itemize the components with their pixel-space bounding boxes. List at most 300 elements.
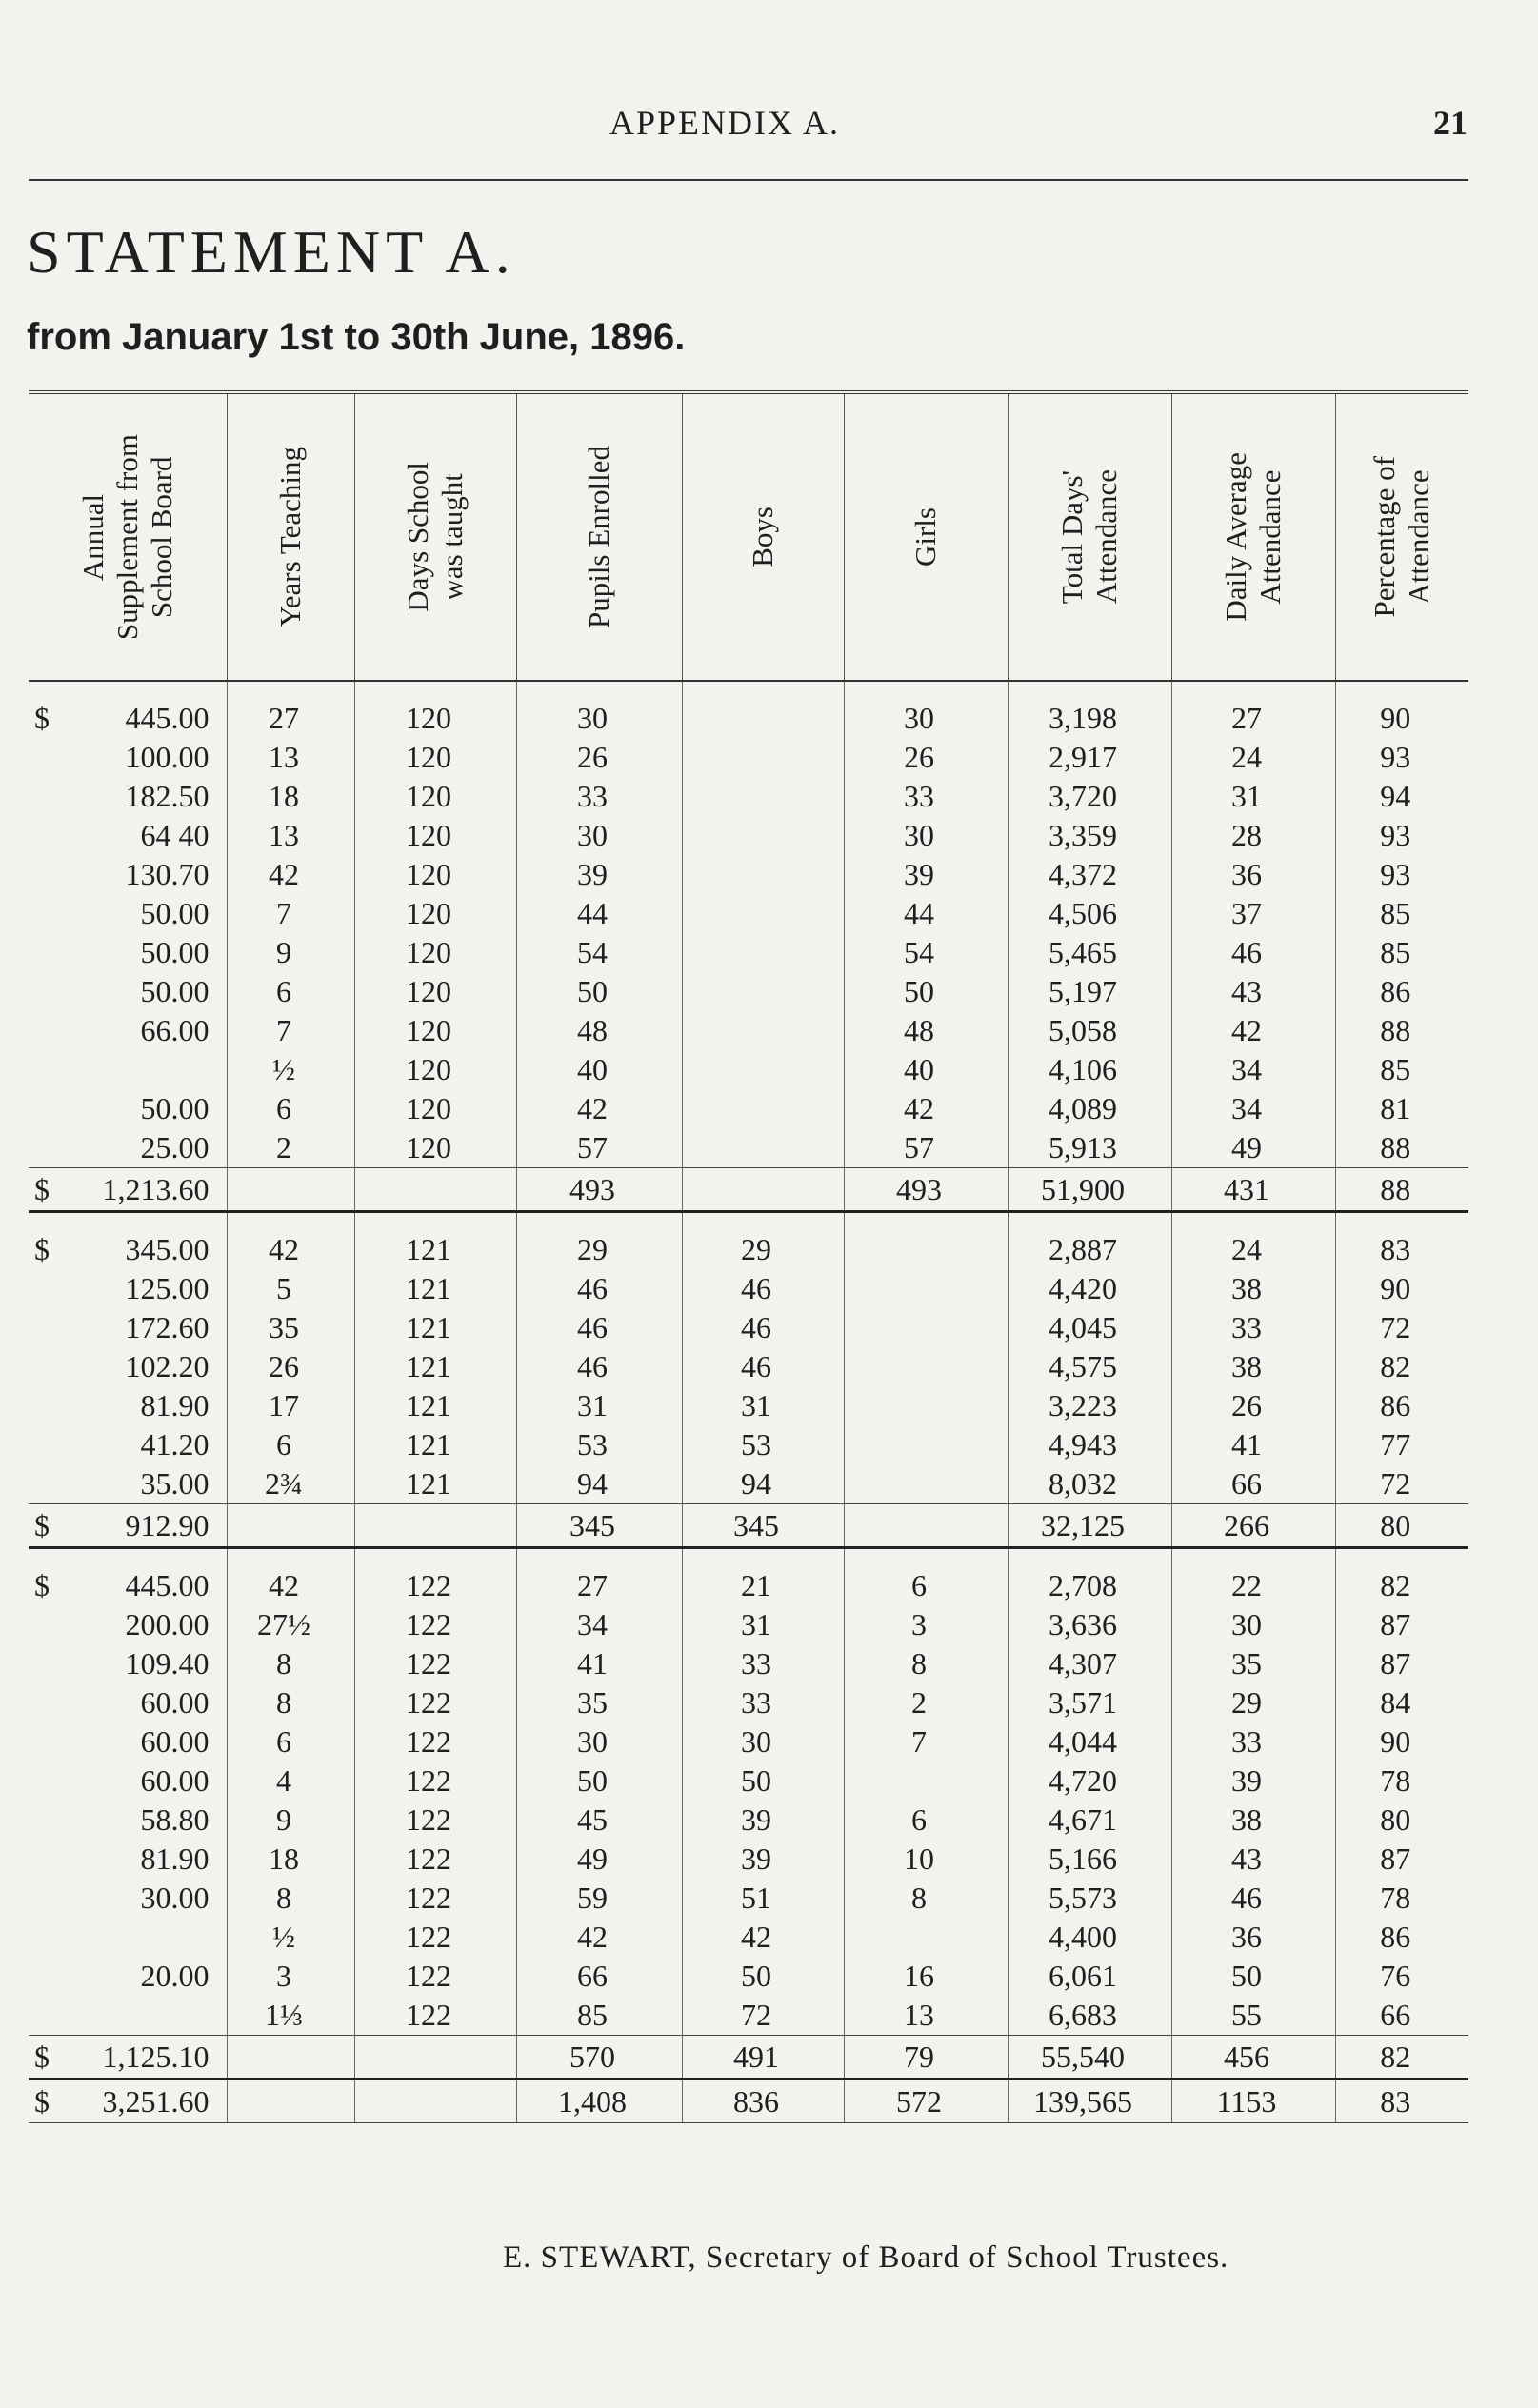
table-cell: 122 — [354, 1918, 516, 1957]
table-cell: 172.60 — [125, 1310, 210, 1344]
table-cell: ½ — [227, 1050, 354, 1089]
table-cell: 122 — [354, 1801, 516, 1840]
table-cell: 4,506 — [1008, 894, 1171, 933]
table-cell: 120 — [354, 1128, 516, 1168]
table-row — [29, 1212, 1468, 1270]
table-row — [29, 1386, 1468, 1425]
table-cell: 81.90 — [140, 1388, 210, 1423]
table-cell: 26 — [516, 738, 682, 777]
page-subtitle: from January 1st to 30th June, 1896. — [27, 316, 686, 358]
table-cell: 49 — [516, 1840, 682, 1879]
table-cell: 30 — [516, 816, 682, 855]
table-cell: 3,223 — [1008, 1386, 1171, 1425]
table-cell: 42 — [682, 1918, 844, 1957]
table-cell: 109.40 — [125, 1646, 210, 1681]
table-cell: 26 — [844, 738, 1008, 777]
table-cell: 8 — [844, 1644, 1008, 1683]
table-cell: 8 — [227, 1879, 354, 1918]
table-cell — [354, 1504, 516, 1548]
table-row — [29, 738, 1468, 777]
table-cell: 3,571 — [1008, 1683, 1171, 1722]
table-cell: 30 — [1171, 1605, 1335, 1644]
table-cell: 120 — [354, 738, 516, 777]
subtotal-row — [29, 2036, 1468, 2080]
table-cell: 83 — [1335, 2080, 1468, 2123]
table-cell: 76 — [1335, 1957, 1468, 1996]
table-cell: 60.00 — [140, 1685, 210, 1720]
table-cell: 836 — [682, 2080, 844, 2123]
table-cell: 121 — [354, 1425, 516, 1464]
page-number: 21 — [1433, 104, 1468, 142]
table-cell — [844, 1386, 1008, 1425]
table-cell: 48 — [844, 1011, 1008, 1050]
statement-table-container — [29, 390, 1468, 2123]
appendix-heading: APPENDIX A. — [609, 104, 841, 142]
table-cell: 100.00 — [125, 740, 210, 774]
table-cell: 38 — [1171, 1347, 1335, 1386]
table-cell: 5,197 — [1008, 972, 1171, 1011]
table-cell: 122 — [354, 1879, 516, 1918]
table-cell: 51 — [682, 1879, 844, 1918]
column-header-label: Total Days' Attendance — [1055, 469, 1123, 605]
table-cell: 3,359 — [1008, 816, 1171, 855]
table-cell: 86 — [1335, 1386, 1468, 1425]
table-cell: 122 — [354, 1996, 516, 2036]
table-cell: 49 — [1171, 1128, 1335, 1168]
table-cell: 122 — [354, 1644, 516, 1683]
table-cell: 44 — [516, 894, 682, 933]
table-row — [29, 1996, 1468, 2036]
table-cell: 50 — [682, 1957, 844, 1996]
table-cell — [682, 1128, 844, 1168]
table-cell: 60.00 — [140, 1724, 210, 1759]
table-cell: 36 — [1171, 1918, 1335, 1957]
table-cell: 6 — [844, 1548, 1008, 1606]
table-cell: 13 — [844, 1996, 1008, 2036]
table-cell: 90 — [1335, 1722, 1468, 1761]
table-cell: 72 — [1335, 1308, 1468, 1347]
column-header — [1171, 392, 1335, 681]
table-cell: 50 — [844, 972, 1008, 1011]
table-cell: 1,408 — [516, 2080, 682, 2123]
table-cell: 46 — [516, 1308, 682, 1347]
table-cell: 46 — [682, 1347, 844, 1386]
table-cell: 88 — [1335, 1011, 1468, 1050]
table-cell: 25.00 — [140, 1130, 210, 1164]
table-row — [29, 894, 1468, 933]
table-cell — [227, 2036, 354, 2080]
table-cell: 3 — [844, 1605, 1008, 1644]
statement-table — [29, 390, 1468, 2123]
table-cell: 80 — [1335, 1801, 1468, 1840]
table-cell: 120 — [354, 816, 516, 855]
table-row — [29, 1918, 1468, 1957]
table-cell: 120 — [354, 972, 516, 1011]
table-cell: 30 — [682, 1722, 844, 1761]
table-cell: 3,198 — [1008, 681, 1171, 738]
table-row — [29, 1425, 1468, 1464]
table-cell: 87 — [1335, 1644, 1468, 1683]
table-cell — [227, 1504, 354, 1548]
table-cell: 27 — [227, 681, 354, 738]
table-cell: 48 — [516, 1011, 682, 1050]
table-cell: 53 — [682, 1425, 844, 1464]
table-cell: 9 — [227, 933, 354, 972]
table-cell: 46 — [1171, 1879, 1335, 1918]
table-cell: 120 — [354, 894, 516, 933]
table-cell: 20.00 — [140, 1959, 210, 1993]
table-cell: 50.00 — [140, 1091, 210, 1125]
table-cell — [682, 777, 844, 816]
signature-line: E. STEWART, Secretary of Board of School Trustees. — [503, 2240, 1229, 2275]
table-cell: 87 — [1335, 1840, 1468, 1879]
table-cell: 24 — [1171, 1212, 1335, 1270]
table-cell: 130.70 — [125, 857, 210, 891]
table-cell: 79 — [844, 2036, 1008, 2080]
table-cell: 66 — [516, 1957, 682, 1996]
column-header — [1008, 392, 1171, 681]
table-cell — [682, 1089, 844, 1128]
table-row — [29, 1957, 1468, 1996]
table-cell: 30 — [516, 681, 682, 738]
table-cell: 42 — [227, 1212, 354, 1270]
table-cell: 139,565 — [1008, 2080, 1171, 2123]
table-cell — [682, 816, 844, 855]
table-cell: 34 — [516, 1605, 682, 1644]
table-cell: 122 — [354, 1957, 516, 1996]
table-cell: 121 — [354, 1464, 516, 1504]
table-cell: 18 — [227, 1840, 354, 1879]
table-cell: $ 345.00 — [29, 1212, 227, 1270]
table-cell: 35.00 — [140, 1466, 210, 1501]
table-cell: 34 — [1171, 1050, 1335, 1089]
table-cell: 266 — [1171, 1504, 1335, 1548]
table-cell: 46 — [1171, 933, 1335, 972]
page-title: STATEMENT A. — [27, 218, 516, 286]
table-cell: 36 — [1171, 855, 1335, 894]
table-cell: 41.20 — [140, 1427, 210, 1462]
table-cell: 7 — [227, 894, 354, 933]
table-cell: 120 — [354, 777, 516, 816]
table-cell — [682, 738, 844, 777]
table-header-row — [29, 392, 1468, 681]
table-cell — [227, 2080, 354, 2123]
table-cell: 93 — [1335, 738, 1468, 777]
table-cell: 33 — [1171, 1308, 1335, 1347]
table-cell: 85 — [1335, 933, 1468, 972]
table-cell: 102.20 — [125, 1349, 210, 1383]
table-cell: 66 — [1335, 1996, 1468, 2036]
table-cell: 3,636 — [1008, 1605, 1171, 1644]
table-cell — [29, 1050, 227, 1089]
table-cell: 28 — [1171, 816, 1335, 855]
table-cell: 17 — [227, 1386, 354, 1425]
table-cell: 78 — [1335, 1879, 1468, 1918]
table-cell: 345 — [682, 1504, 844, 1548]
column-header — [516, 392, 682, 681]
table-cell: 85 — [516, 1996, 682, 2036]
table-cell: 120 — [354, 681, 516, 738]
table-cell: 30 — [844, 816, 1008, 855]
table-cell: 8 — [844, 1879, 1008, 1918]
table-cell: 82 — [1335, 1347, 1468, 1386]
table-cell: 90 — [1335, 681, 1468, 738]
table-cell: 431 — [1171, 1168, 1335, 1212]
table-cell: 45 — [516, 1801, 682, 1840]
column-header-label: Pupils Enrolled — [582, 445, 615, 629]
table-cell: 50 — [516, 972, 682, 1011]
table-cell: 81 — [1335, 1089, 1468, 1128]
table-cell: 35 — [1171, 1644, 1335, 1683]
table-cell: 54 — [844, 933, 1008, 972]
table-cell: 53 — [516, 1425, 682, 1464]
table-cell: 85 — [1335, 1050, 1468, 1089]
table-cell: $ 1,213.60 — [29, 1168, 227, 1212]
table-cell: $ 3,251.60 — [29, 2080, 227, 2123]
table-cell: 60.00 — [140, 1763, 210, 1798]
table-cell: 120 — [354, 1050, 516, 1089]
column-header-label: Years Teaching — [273, 447, 307, 627]
table-cell: 122 — [354, 1548, 516, 1606]
table-cell: 4,307 — [1008, 1644, 1171, 1683]
table-cell: 8,032 — [1008, 1464, 1171, 1504]
table-cell: 21 — [682, 1548, 844, 1606]
table-cell — [354, 2036, 516, 2080]
table-cell: $ 912.90 — [29, 1504, 227, 1548]
table-cell: 3,720 — [1008, 777, 1171, 816]
table-cell: 31 — [682, 1605, 844, 1644]
table-cell: 120 — [354, 1011, 516, 1050]
table-cell: 50 — [682, 1761, 844, 1801]
table-cell: 59 — [516, 1879, 682, 1918]
table-cell: 29 — [682, 1212, 844, 1270]
table-row — [29, 1128, 1468, 1168]
table-cell: 90 — [1335, 1269, 1468, 1308]
table-cell — [682, 855, 844, 894]
table-row — [29, 1347, 1468, 1386]
table-cell: 1⅓ — [227, 1996, 354, 2036]
table-cell — [682, 1050, 844, 1089]
table-cell: 78 — [1335, 1761, 1468, 1801]
table-cell: 27 — [516, 1548, 682, 1606]
table-cell: 77 — [1335, 1425, 1468, 1464]
table-cell: 4,420 — [1008, 1269, 1171, 1308]
table-row — [29, 1269, 1468, 1308]
table-cell: 2 — [227, 1128, 354, 1168]
table-cell: $ 1,125.10 — [29, 2036, 227, 2080]
table-cell: 26 — [227, 1347, 354, 1386]
table-cell: 4,372 — [1008, 855, 1171, 894]
table-cell: 5,465 — [1008, 933, 1171, 972]
table-row — [29, 1840, 1468, 1879]
table-cell: 493 — [844, 1168, 1008, 1212]
table-cell: 46 — [682, 1308, 844, 1347]
table-cell: 121 — [354, 1269, 516, 1308]
table-cell: 2,708 — [1008, 1548, 1171, 1606]
table-cell: 55 — [1171, 1996, 1335, 2036]
table-cell: 7 — [227, 1011, 354, 1050]
table-cell: 121 — [354, 1386, 516, 1425]
table-cell: 94 — [682, 1464, 844, 1504]
table-cell: 80 — [1335, 1504, 1468, 1548]
table-cell: 94 — [1335, 777, 1468, 816]
table-cell: 66.00 — [140, 1013, 210, 1047]
table-cell: 50 — [516, 1761, 682, 1801]
table-cell: 27 — [1171, 681, 1335, 738]
table-row — [29, 1308, 1468, 1347]
table-cell: 86 — [1335, 972, 1468, 1011]
column-header-label: Days School was taught — [401, 462, 469, 612]
table-cell: 8 — [227, 1644, 354, 1683]
table-cell: 42 — [516, 1089, 682, 1128]
table-cell: 5,166 — [1008, 1840, 1171, 1879]
table-cell: 22 — [1171, 1548, 1335, 1606]
table-cell: 39 — [516, 855, 682, 894]
table-cell — [29, 1996, 227, 2036]
table-cell: 572 — [844, 2080, 1008, 2123]
table-cell: 493 — [516, 1168, 682, 1212]
table-cell: 85 — [1335, 894, 1468, 933]
table-cell: 39 — [682, 1801, 844, 1840]
table-cell — [29, 1918, 227, 1957]
column-header — [227, 392, 354, 681]
table-row — [29, 681, 1468, 738]
table-cell: 50.00 — [140, 935, 210, 969]
table-cell: 54 — [516, 933, 682, 972]
table-cell: 2¾ — [227, 1464, 354, 1504]
table-cell: 10 — [844, 1840, 1008, 1879]
table-cell — [844, 1761, 1008, 1801]
table-cell: 94 — [516, 1464, 682, 1504]
table-cell — [682, 1011, 844, 1050]
table-cell: 120 — [354, 1089, 516, 1128]
table-cell: 4,089 — [1008, 1089, 1171, 1128]
table-cell: 42 — [227, 1548, 354, 1606]
table-cell: 57 — [516, 1128, 682, 1168]
table-cell: 39 — [682, 1840, 844, 1879]
table-cell: 121 — [354, 1212, 516, 1270]
table-cell — [844, 1504, 1008, 1548]
table-cell: 6,683 — [1008, 1996, 1171, 2036]
table-cell: 41 — [516, 1644, 682, 1683]
table-cell: 5,058 — [1008, 1011, 1171, 1050]
table-cell: $ 445.00 — [29, 1548, 227, 1606]
table-row — [29, 1464, 1468, 1504]
table-cell: 125.00 — [125, 1271, 210, 1305]
column-header — [29, 392, 227, 681]
table-cell: 4,106 — [1008, 1050, 1171, 1089]
table-cell: 122 — [354, 1840, 516, 1879]
table-cell: 30 — [844, 681, 1008, 738]
table-cell: 122 — [354, 1605, 516, 1644]
table-body — [29, 681, 1468, 2123]
table-cell: 88 — [1335, 1128, 1468, 1168]
table-cell — [682, 894, 844, 933]
table-cell: 5,573 — [1008, 1879, 1171, 1918]
table-cell: 6 — [227, 972, 354, 1011]
table-cell: 44 — [844, 894, 1008, 933]
table-cell: 121 — [354, 1347, 516, 1386]
table-cell: 120 — [354, 933, 516, 972]
table-cell — [682, 681, 844, 738]
table-cell: 42 — [516, 1918, 682, 1957]
table-cell: 33 — [682, 1644, 844, 1683]
table-cell: 88 — [1335, 1168, 1468, 1212]
table-cell — [354, 2080, 516, 2123]
table-cell: 491 — [682, 2036, 844, 2080]
table-cell: 24 — [1171, 738, 1335, 777]
table-cell: 83 — [1335, 1212, 1468, 1270]
table-cell: 29 — [1171, 1683, 1335, 1722]
table-row — [29, 1761, 1468, 1801]
subtotal-row — [29, 1168, 1468, 1212]
table-cell: 39 — [1171, 1761, 1335, 1801]
table-cell: 42 — [1171, 1011, 1335, 1050]
column-header — [1335, 392, 1468, 681]
table-cell: 84 — [1335, 1683, 1468, 1722]
table-row — [29, 1011, 1468, 1050]
table-cell: 40 — [516, 1050, 682, 1089]
table-row — [29, 933, 1468, 972]
table-cell: 16 — [844, 1957, 1008, 1996]
grand-total-row — [29, 2080, 1468, 2123]
table-cell: 6 — [227, 1722, 354, 1761]
table-row — [29, 1801, 1468, 1840]
table-cell: 66 — [1171, 1464, 1335, 1504]
table-cell: 200.00 — [125, 1607, 210, 1642]
table-cell: 456 — [1171, 2036, 1335, 2080]
table-cell: 50.00 — [140, 896, 210, 930]
table-cell: 27½ — [227, 1605, 354, 1644]
table-row — [29, 855, 1468, 894]
table-cell: 93 — [1335, 855, 1468, 894]
table-cell — [844, 1269, 1008, 1308]
table-cell: $ 445.00 — [29, 681, 227, 738]
table-cell: 42 — [227, 855, 354, 894]
table-cell: 72 — [682, 1996, 844, 2036]
table-cell: 570 — [516, 2036, 682, 2080]
table-cell — [227, 1168, 354, 1212]
table-row — [29, 1050, 1468, 1089]
table-row — [29, 1089, 1468, 1128]
table-cell: 46 — [682, 1269, 844, 1308]
table-cell: 58.80 — [140, 1802, 210, 1837]
table-cell: 7 — [844, 1722, 1008, 1761]
column-header-label: Annual Supplement from School Board — [75, 433, 178, 641]
table-cell: 122 — [354, 1761, 516, 1801]
table-cell: 1153 — [1171, 2080, 1335, 2123]
table-cell: 33 — [1171, 1722, 1335, 1761]
subtotal-row — [29, 1504, 1468, 1548]
table-cell: 5,913 — [1008, 1128, 1171, 1168]
table-cell: 82 — [1335, 2036, 1468, 2080]
column-header — [354, 392, 516, 681]
table-cell: 4,575 — [1008, 1347, 1171, 1386]
table-cell: 122 — [354, 1683, 516, 1722]
table-cell — [844, 1347, 1008, 1386]
table-cell — [682, 1168, 844, 1212]
table-cell — [682, 972, 844, 1011]
table-cell: 6 — [227, 1425, 354, 1464]
table-cell: 51,900 — [1008, 1168, 1171, 1212]
column-header-label: Boys — [746, 507, 779, 567]
column-header-label: Girls — [909, 507, 942, 567]
table-cell: 122 — [354, 1722, 516, 1761]
table-row — [29, 972, 1468, 1011]
table-cell: 43 — [1171, 972, 1335, 1011]
table-cell: 33 — [844, 777, 1008, 816]
table-cell: 4,671 — [1008, 1801, 1171, 1840]
